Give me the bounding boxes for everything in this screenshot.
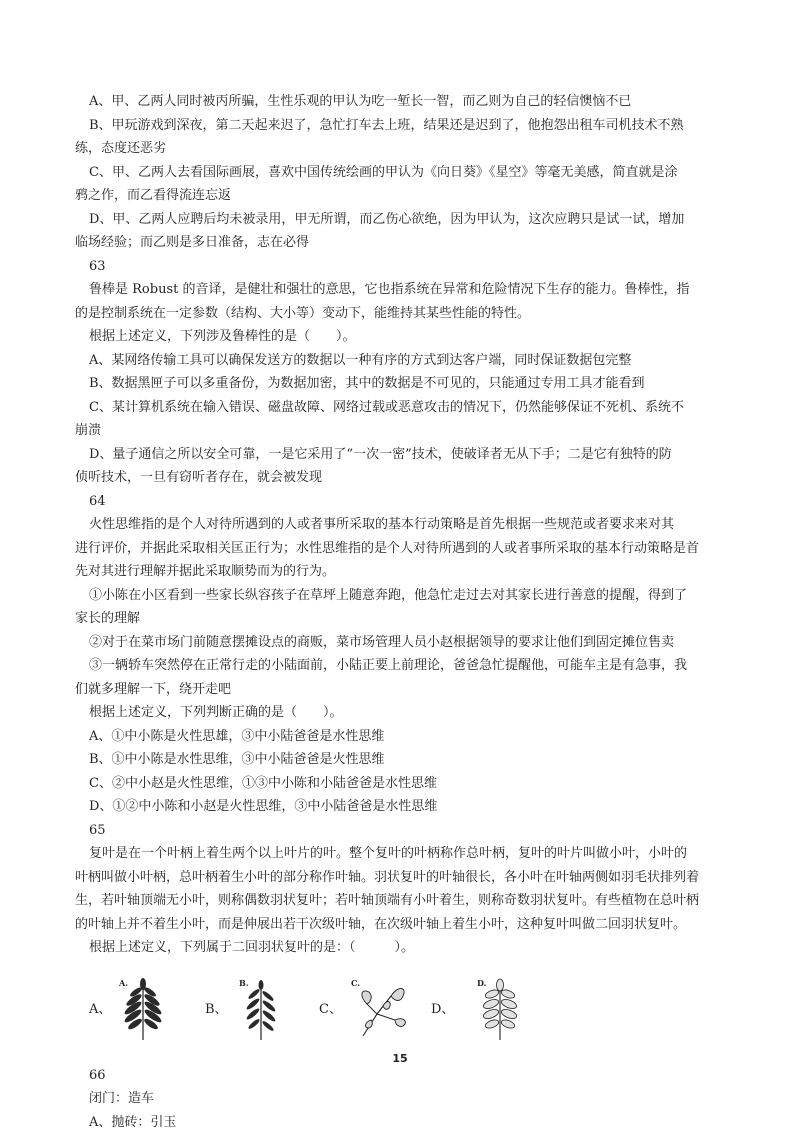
q65-prompt: 根据上述定义，下列属于二回羽状复叶的是：（ ）。: [89, 936, 715, 960]
q62-option-a: A、甲、乙两人同时被丙所骗，生性乐观的甲认为吃一堑长一智，而乙则为自己的轻信懊恼不已: [89, 90, 715, 114]
q63-stem-line: 的是控制系统在一定参数（结构、大小等）变动下，能维持其某些性能的特性。: [75, 302, 715, 326]
page-content: [89, 90, 715, 1134]
question-65: [89, 819, 715, 1044]
q64-case-2: ②对于在菜市场门前随意摆摊设点的商贩，菜市场管理人员小赵根据领导的要求让他们到固定摊位售卖: [89, 631, 715, 655]
q64-prompt: 根据上述定义，下列判断正确的是（ ）。: [89, 701, 715, 725]
q63-option-d: D、量子通信之所以安全可靠，一是它采用了“一次一密”技术，使破译者无从下手；二是它有独特的防: [89, 443, 715, 467]
question-number: 64: [89, 490, 715, 514]
q62-option-b-cont: 练，态度还恶劣: [75, 137, 715, 161]
leaf-c-letter: C.: [351, 972, 360, 996]
question-64: [89, 490, 715, 819]
q62-option-d-cont: 临场经验；而乙则是多日准备，志在必得: [75, 231, 715, 255]
q63-option-a: A、某网络传输工具可以确保发送方的数据以一种有序的方式到达客户端，同时保证数据包完整: [89, 349, 715, 373]
q64-option-a: A、①中小陈是火性思雄，③中小陆爸爸是水性思维: [89, 725, 715, 749]
q65-stem-line: 叶柄叫做小叶柄，总叶柄着生小叶的部分称作叶轴。羽状复叶的叶轴很长，各小叶在叶轴两侧如羽毛状排列着: [75, 866, 715, 890]
leaf-a-letter: A.: [119, 972, 128, 996]
q65-option-b-label: B、: [205, 998, 228, 1022]
q62-option-d: D、甲、乙两人应聘后均未被录用，甲无所谓，而乙伤心欲绝，因为甲认为，这次应聘只是试一试，增加: [89, 208, 715, 232]
q63-option-b: B、数据黑匣子可以多重备份，为数据加密，其中的数据是不可见的，只能通过专用工具才能看到: [89, 372, 715, 396]
question-number: 66: [89, 1064, 715, 1088]
question-number: 63: [89, 255, 715, 279]
leaf-b-image: [239, 974, 283, 1051]
leaf-c-image: [351, 974, 411, 1051]
q64-stem-line: 进行评价，并据此采取相关匡正行为；水性思维指的是个人对待所遇到的人或者事所采取的基本行动策略是首: [75, 537, 715, 561]
q64-option-c: C、②中小赵是火性思维，①③中小陈和小陆爸爸是水性思维: [89, 772, 715, 796]
leaf-b-letter: B.: [239, 972, 249, 996]
q64-stem-line: 先对其进行理解并据此采取顺势而为的行为。: [75, 560, 715, 584]
question-number: 65: [89, 819, 715, 843]
q64-stem-line: 火性思维指的是个人对待所遇到的人或者事所采取的基本行动策略是首先根据一些规范或者要求来对其: [89, 513, 715, 537]
q62-options: [89, 90, 715, 255]
page-number: 15: [0, 1052, 800, 1065]
question-66: [89, 1064, 715, 1134]
q62-option-b: B、甲玩游戏到深夜，第二天起来迟了，急忙打车去上班，结果还是迟到了，他抱怨出租车司机技术不熟: [89, 114, 715, 138]
q64-option-b: B、①中小陈是水性思维，③中小陆爸爸是火性思维: [89, 748, 715, 772]
q63-option-c-cont: 崩溃: [75, 419, 715, 443]
leaf-d-letter: D.: [477, 972, 486, 996]
question-63: [89, 255, 715, 490]
q65-option-d-label: D、: [431, 998, 454, 1022]
q64-case-3: ③一辆轿车突然停在正常行走的小陆面前，小陆正要上前理论，爸爸急忙提醒他，可能车主是有急事，我: [89, 654, 715, 678]
q66-stem: 闭门：造车: [89, 1087, 715, 1111]
q63-option-d-cont: 侦听技术，一旦有窃听者存在，就会被发现: [75, 466, 715, 490]
q64-case-3-cont: 们就多理解一下，绕开走吧: [75, 678, 715, 702]
q65-option-a-label: A、: [89, 998, 111, 1022]
q65-option-c-label: C、: [319, 998, 342, 1022]
leaf-a-image: [119, 974, 167, 1051]
q64-option-d: D、①②中小陈和小赵是火性思维，③中小陆爸爸是水性思维: [89, 795, 715, 819]
q65-stem-line: 复叶是在一个叶柄上着生两个以上叶片的叶。整个复叶的叶柄称作总叶柄，复叶的叶片叫做小叶，小叶的: [89, 842, 715, 866]
leaf-d-image: [477, 974, 523, 1051]
q65-stem-line: 生，若叶轴顶端无小叶，则称偶数羽状复叶；若叶轴顶端有小叶着生，则称奇数羽状复叶。有些植物在总叶柄: [75, 889, 715, 913]
q65-leaf-options: [89, 974, 715, 1044]
q63-stem-line: 鲁棒是 Robust 的音译，是健壮和强壮的意思，它也指系统在异常和危险情况下生存的能力。鲁棒性，指: [89, 278, 715, 302]
q62-option-c-cont: 鸦之作，而乙看得流连忘返: [75, 184, 715, 208]
q63-option-c: C、某计算机系统在输入错误、磁盘故障、网络过载或恶意攻击的情况下，仍然能够保证不死机、系统不: [89, 396, 715, 420]
q63-prompt: 根据上述定义，下列涉及鲁棒性的是（ ）。: [89, 325, 715, 349]
q62-option-c: C、甲、乙两人去看国际画展，喜欢中国传统绘画的甲认为《向日葵》《星空》等毫无美感，简直就是涂: [89, 161, 715, 185]
q64-case-1: ①小陈在小区看到一些家长纵容孩子在草坪上随意奔跑，他急忙走过去对其家长进行善意的提醒，得到了: [89, 584, 715, 608]
q66-option-a: A、抛砖：引玉: [89, 1111, 715, 1134]
q64-case-1-cont: 家长的理解: [75, 607, 715, 631]
q65-stem-line: 的叶轴上并不着生小叶，而是伸展出若干次级叶轴，在次级叶轴上着生小叶，这种复叶叫做二回羽状复叶。: [75, 913, 715, 937]
